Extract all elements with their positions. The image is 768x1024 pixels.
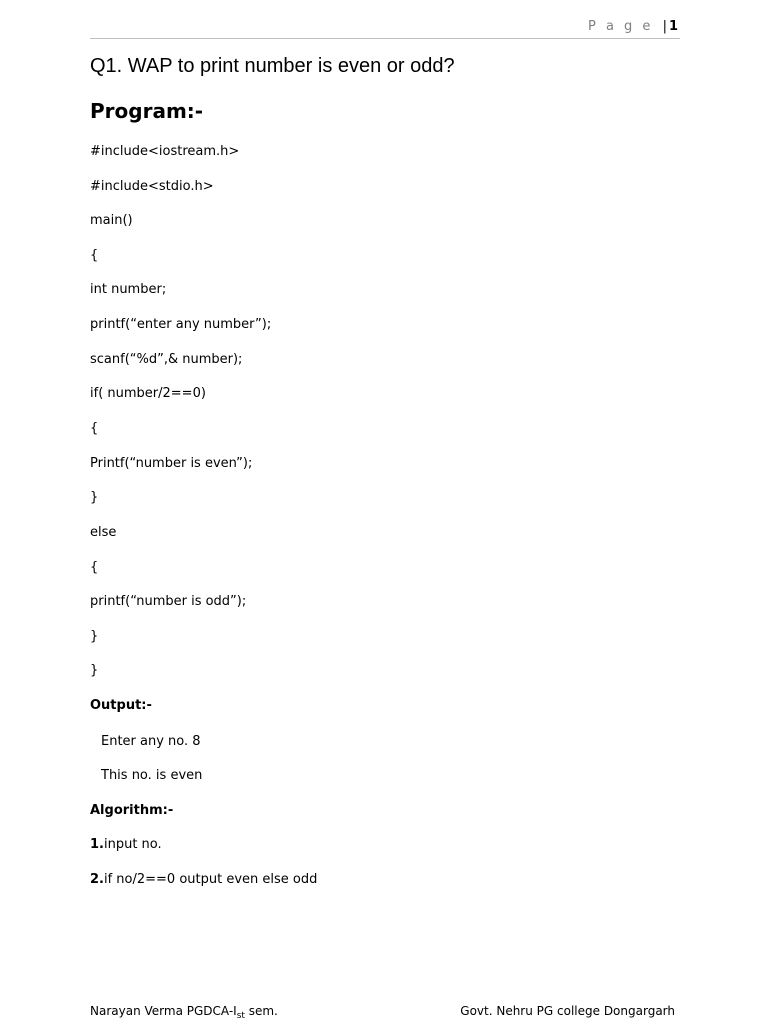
footer-author-name: Narayan Verma PGDCA-I	[90, 1004, 237, 1018]
code-line: if( number/2==0)	[90, 386, 206, 401]
output-line: Enter any no. 8	[101, 734, 201, 749]
algorithm-step-number: 2.	[90, 872, 104, 887]
code-line: else	[90, 525, 117, 540]
code-line: scanf(“%d”,& number);	[90, 352, 243, 367]
program-heading: Program:-	[90, 99, 204, 123]
code-line: {	[90, 248, 99, 263]
output-line: This no. is even	[101, 768, 203, 783]
code-line: printf(“number is odd”);	[90, 594, 247, 609]
page-label: P a g e	[587, 19, 654, 34]
algorithm-step-number: 1.	[90, 837, 104, 852]
footer-author-suffix: sem.	[244, 1004, 278, 1018]
code-line: int number;	[90, 282, 167, 297]
question-title: Q1. WAP to print number is even or odd?	[90, 55, 455, 77]
algorithm-step	[90, 837, 162, 852]
code-line: printf(“enter any number”);	[90, 317, 272, 332]
code-line: Printf(“number is even”);	[90, 456, 253, 471]
footer-author-sub: st	[236, 1011, 245, 1021]
algorithm-step-text: if no/2==0 output even else odd	[103, 872, 318, 887]
output-label: Output:-	[90, 698, 152, 713]
footer-college: Govt. Nehru PG college Dongargarh	[460, 1004, 675, 1018]
code-line: }	[90, 629, 99, 644]
page-header	[90, 18, 680, 39]
algorithm-step-text: input no.	[103, 837, 162, 852]
page-separator: |	[662, 19, 667, 34]
code-line: #include<iostream.h>	[90, 144, 240, 159]
page-number-label	[588, 19, 678, 34]
code-line: main()	[90, 213, 133, 228]
code-line: }	[90, 663, 99, 678]
footer-author	[90, 1004, 278, 1021]
code-line: #include<stdio.h>	[90, 179, 214, 194]
algorithm-step	[90, 872, 317, 887]
page-number: 1	[668, 19, 678, 34]
code-line: }	[90, 490, 99, 505]
algorithm-label: Algorithm:-	[90, 803, 174, 818]
code-line: {	[90, 421, 99, 436]
code-line: {	[90, 560, 99, 575]
